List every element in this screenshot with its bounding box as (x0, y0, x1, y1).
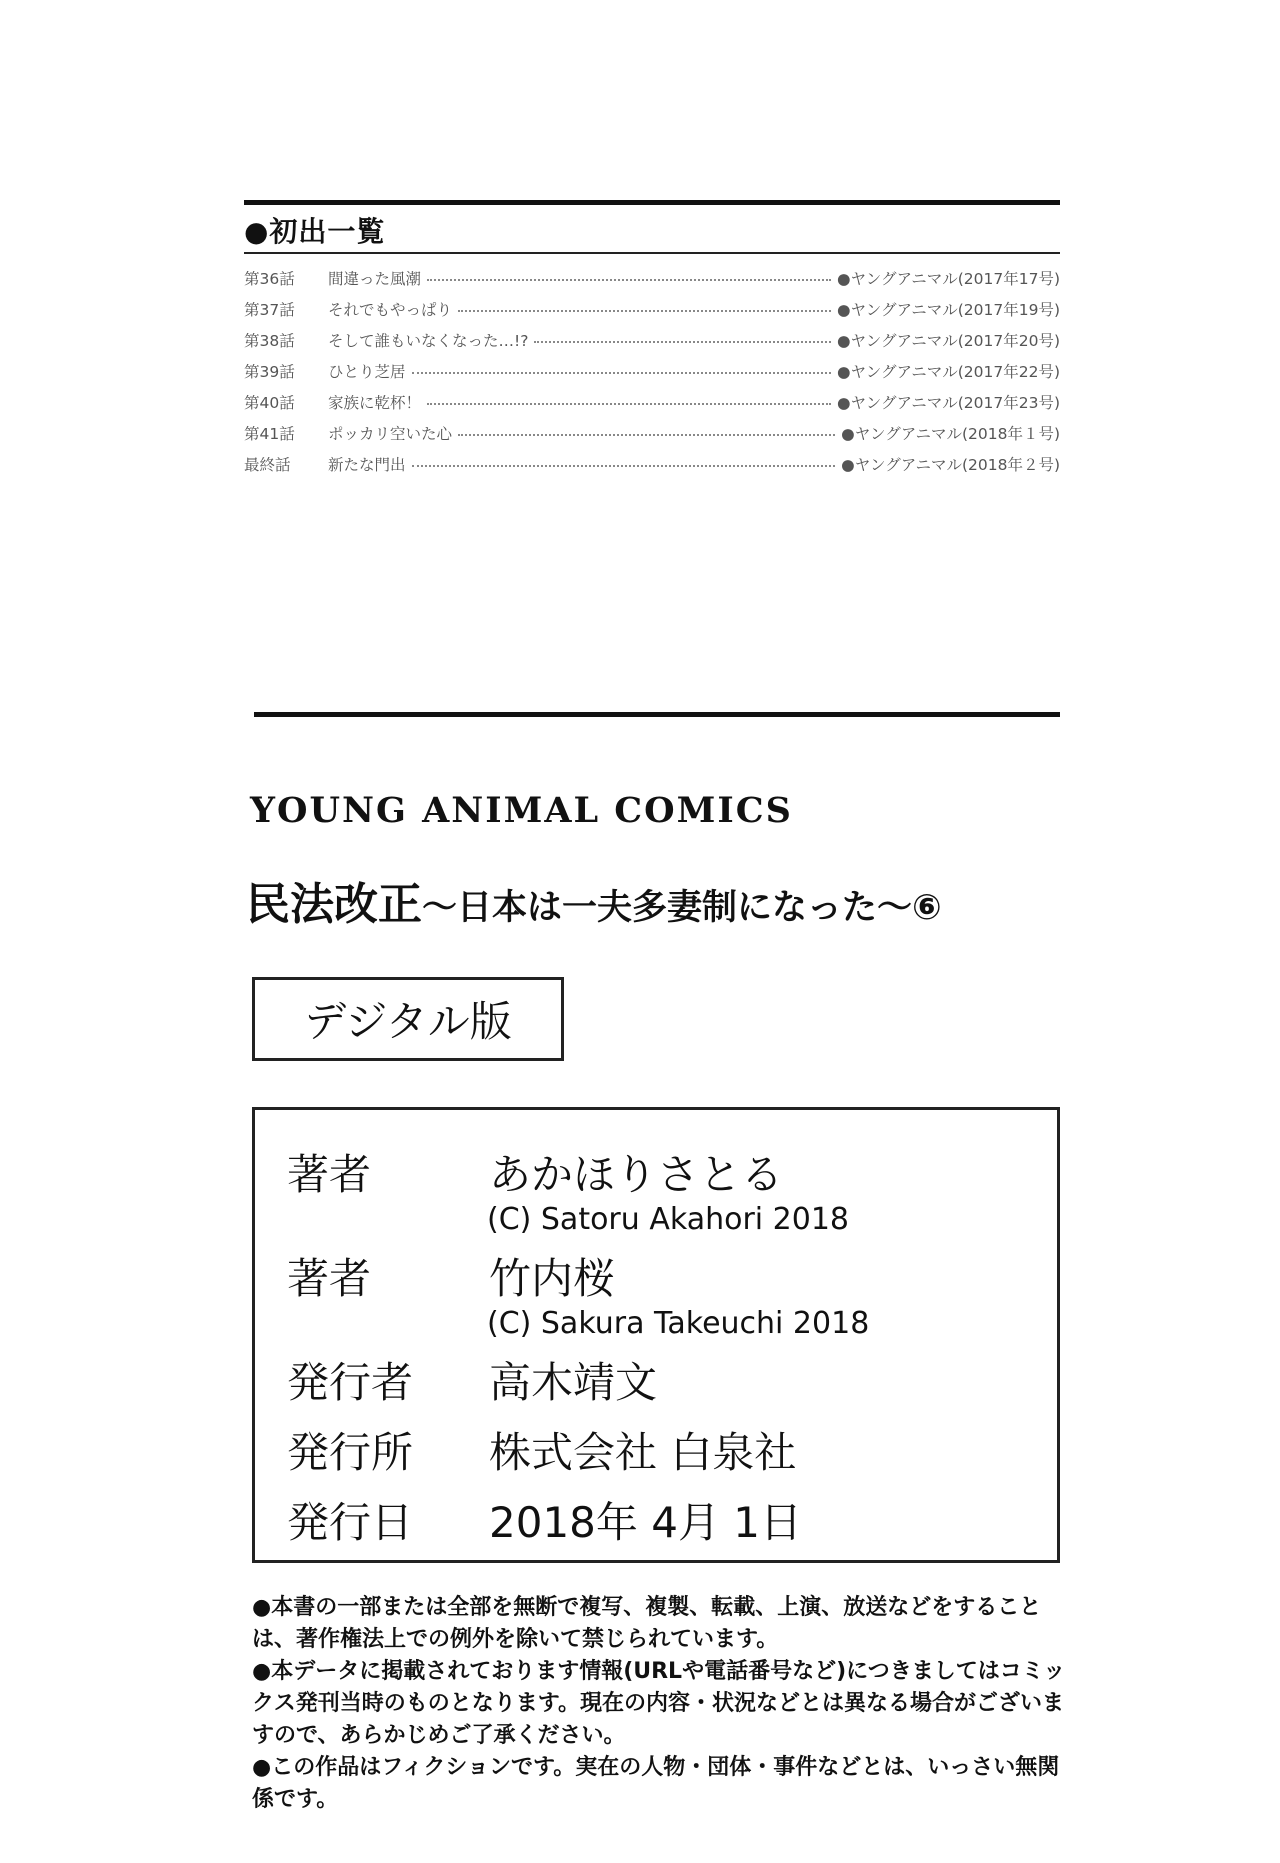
toc-row (244, 448, 1060, 479)
toc-row (244, 324, 1060, 355)
book-title (246, 868, 942, 932)
dot-leader (534, 341, 830, 343)
toc-row (244, 355, 1060, 386)
dot-leader (458, 310, 831, 312)
author2-name: 竹内桜 (489, 1254, 616, 1303)
episode-title: 間違った風潮 (328, 269, 422, 288)
toc-row (244, 417, 1060, 448)
book-title-sub: 〜日本は一夫多妻制になった〜⑥ (422, 888, 942, 928)
date-label: 発行日 (287, 1498, 414, 1547)
episode-number: 第40話 (244, 393, 295, 412)
dot-leader (458, 434, 835, 436)
note-fiction: ●この作品はフィクションです。実在の人物・団体・事件などとは、いっさい無関係です。 (252, 1755, 1060, 1812)
company-label: 発行所 (287, 1428, 414, 1477)
note-data-info: ●本データに掲載されております情報(URLや電話番号など)につきましてはコミックス発刊当時のものとなります。現在の内容・状況などとは異なる場合がございますので、あらかじめご了承ください。 (252, 1659, 1066, 1748)
episode-title: それでもやっぱり (328, 300, 453, 319)
episode-source: ●ヤングアニマル(2017年22号) (836, 362, 1060, 381)
edition-box: デジタル版 (252, 977, 564, 1061)
middle-rule (254, 712, 1060, 717)
date-value: 2018年 4月 1日 (489, 1498, 803, 1547)
publisher-name: 高木靖文 (489, 1358, 658, 1407)
first-appearance-list (244, 262, 1060, 479)
toc-row (244, 386, 1060, 417)
episode-number: 第41話 (244, 424, 295, 443)
episode-number: 第39話 (244, 362, 295, 381)
episode-source: ●ヤングアニマル(2018年２号) (841, 455, 1060, 474)
imprint-box (252, 1107, 1060, 1563)
publisher-label: 発行者 (287, 1358, 414, 1407)
episode-source: ●ヤングアニマル(2018年１号) (841, 424, 1060, 443)
toc-row (244, 293, 1060, 324)
dot-leader (412, 372, 831, 374)
episode-source: ●ヤングアニマル(2017年17号) (836, 269, 1060, 288)
episode-number: 第37話 (244, 300, 295, 319)
author2-label: 著者 (287, 1254, 372, 1303)
company-name: 株式会社 白泉社 (489, 1428, 797, 1477)
note-copyright: ●本書の一部または全部を無断で複写、複製、転載、上演、放送などをすることは、著作権法上での例外を除いて禁じられています。 (252, 1595, 1042, 1652)
episode-title: 新たな門出 (328, 455, 406, 474)
episode-source: ●ヤングアニマル(2017年23号) (836, 393, 1060, 412)
author2-copyright: (C) Sakura Takeuchi 2018 (487, 1306, 870, 1341)
title-underline (244, 252, 1060, 254)
author1-name: あかほりさとる (489, 1150, 784, 1199)
episode-title: ひとり芝居 (328, 362, 406, 381)
dot-leader (427, 403, 831, 405)
episode-source: ●ヤングアニマル(2017年20号) (836, 331, 1060, 350)
episode-number: 第36話 (244, 269, 295, 288)
episode-title: 家族に乾杯！ (328, 393, 422, 412)
episode-source: ●ヤングアニマル(2017年19号) (836, 300, 1060, 319)
top-rule (244, 200, 1060, 205)
series-name: YOUNG ANIMAL COMICS (250, 790, 793, 831)
book-title-main: 民法改正 (246, 879, 422, 930)
episode-title: ポッカリ空いた心 (328, 424, 453, 443)
dot-leader (412, 465, 836, 467)
episode-title: そして誰もいなくなった…!? (328, 331, 529, 350)
episode-number: 最終話 (244, 455, 291, 474)
episode-number: 第38話 (244, 331, 295, 350)
dot-leader (427, 279, 831, 281)
toc-row (244, 262, 1060, 293)
author1-label: 著者 (287, 1150, 372, 1199)
first-appearance-title: ●初出一覧 (244, 215, 386, 248)
author1-copyright: (C) Satoru Akahori 2018 (487, 1202, 849, 1237)
legal-notes (252, 1592, 1072, 1816)
